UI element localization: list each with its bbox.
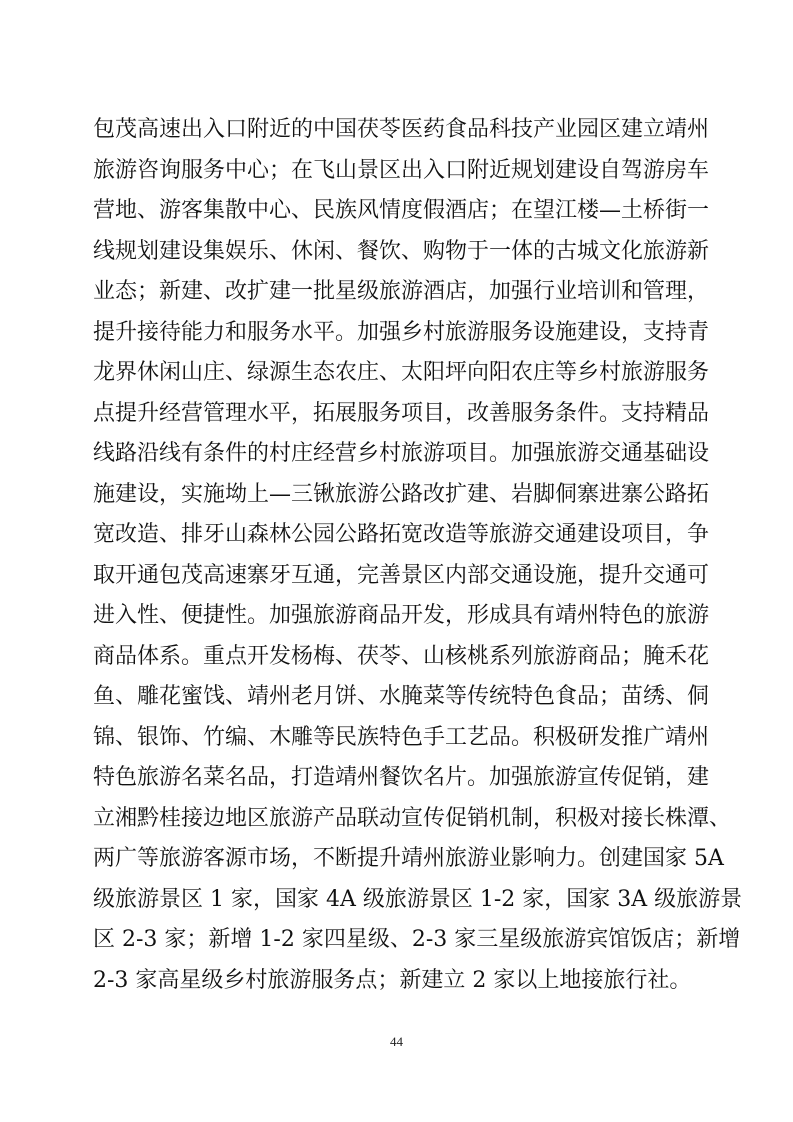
text-line: 商品体系。重点开发杨梅、茯苓、山核桃系列旅游商品；腌禾花 (93, 643, 710, 669)
text-line: 特色旅游名菜名品，打造靖州餐饮名片。加强旅游宣传促销，建 (93, 765, 710, 790)
text-line: 锦、银饰、竹编、木雕等民族特色手工艺品。积极研发推广靖州 (93, 724, 710, 750)
text-line: 点提升经营管理水平，拓展服务项目，改善服务条件。支持精品 (93, 400, 710, 426)
body-paragraph (93, 110, 743, 1001)
text-line: 龙界休闲山庄、绿源生态农庄、太阳坪向阳农庄等乡村旅游服务 (93, 360, 710, 385)
text-line: 两广等旅游客源市场，不断提升靖州旅游业影响力。创建国家 5A (93, 846, 724, 871)
text-line: 营地、游客集散中心、民族风情度假酒店；在望江楼—土桥街一 (93, 198, 710, 223)
text-line: 级旅游景区 1 家，国家 4A 级旅游景区 1-2 家，国家 3A 级旅游景 (93, 886, 743, 912)
text-line: 宽改造、排牙山森林公园公路拓宽改造等旅游交通建设项目，争 (93, 522, 710, 547)
text-line: 取开通包茂高速寨牙互通，完善景区内部交通设施，提升交通可 (93, 562, 710, 588)
text-line: 2-3 家高星级乡村旅游服务点；新建立 2 家以上地接旅行社。 (93, 967, 692, 993)
text-line: 线规划建设集娱乐、休闲、餐饮、购物于一体的古城文化旅游新 (93, 238, 710, 264)
text-line: 线路沿线有条件的村庄经营乡村旅游项目。加强旅游交通基础设 (93, 441, 710, 466)
text-line: 旅游咨询服务中心；在飞山景区出入口附近规划建设自驾游房车 (93, 157, 710, 183)
text-line: 业态；新建、改扩建一批星级旅游酒店，加强行业培训和管理， (93, 279, 710, 304)
text-line: 区 2-3 家；新增 1-2 家四星级、2-3 家三星级旅游宾馆饭店；新增 (93, 927, 741, 952)
text-line: 包茂高速出入口附近的中国茯苓医药食品科技产业园区建立靖州 (93, 117, 710, 142)
text-line: 提升接待能力和服务水平。加强乡村旅游服务设施建设，支持青 (93, 319, 710, 345)
text-line: 立湘黔桂接边地区旅游产品联动宣传促销机制，积极对接长株潭、 (93, 805, 732, 831)
text-line: 鱼、雕花蜜饯、靖州老月饼、水腌菜等传统特色食品；苗绣、侗 (93, 684, 710, 709)
text-line: 施建设，实施坳上—三锹旅游公路改扩建、岩脚侗寨进寨公路拓 (93, 481, 710, 507)
page-number: 44 (390, 1034, 403, 1049)
text-line: 进入性、便捷性。加强旅游商品开发，形成具有靖州特色的旅游 (93, 603, 710, 628)
